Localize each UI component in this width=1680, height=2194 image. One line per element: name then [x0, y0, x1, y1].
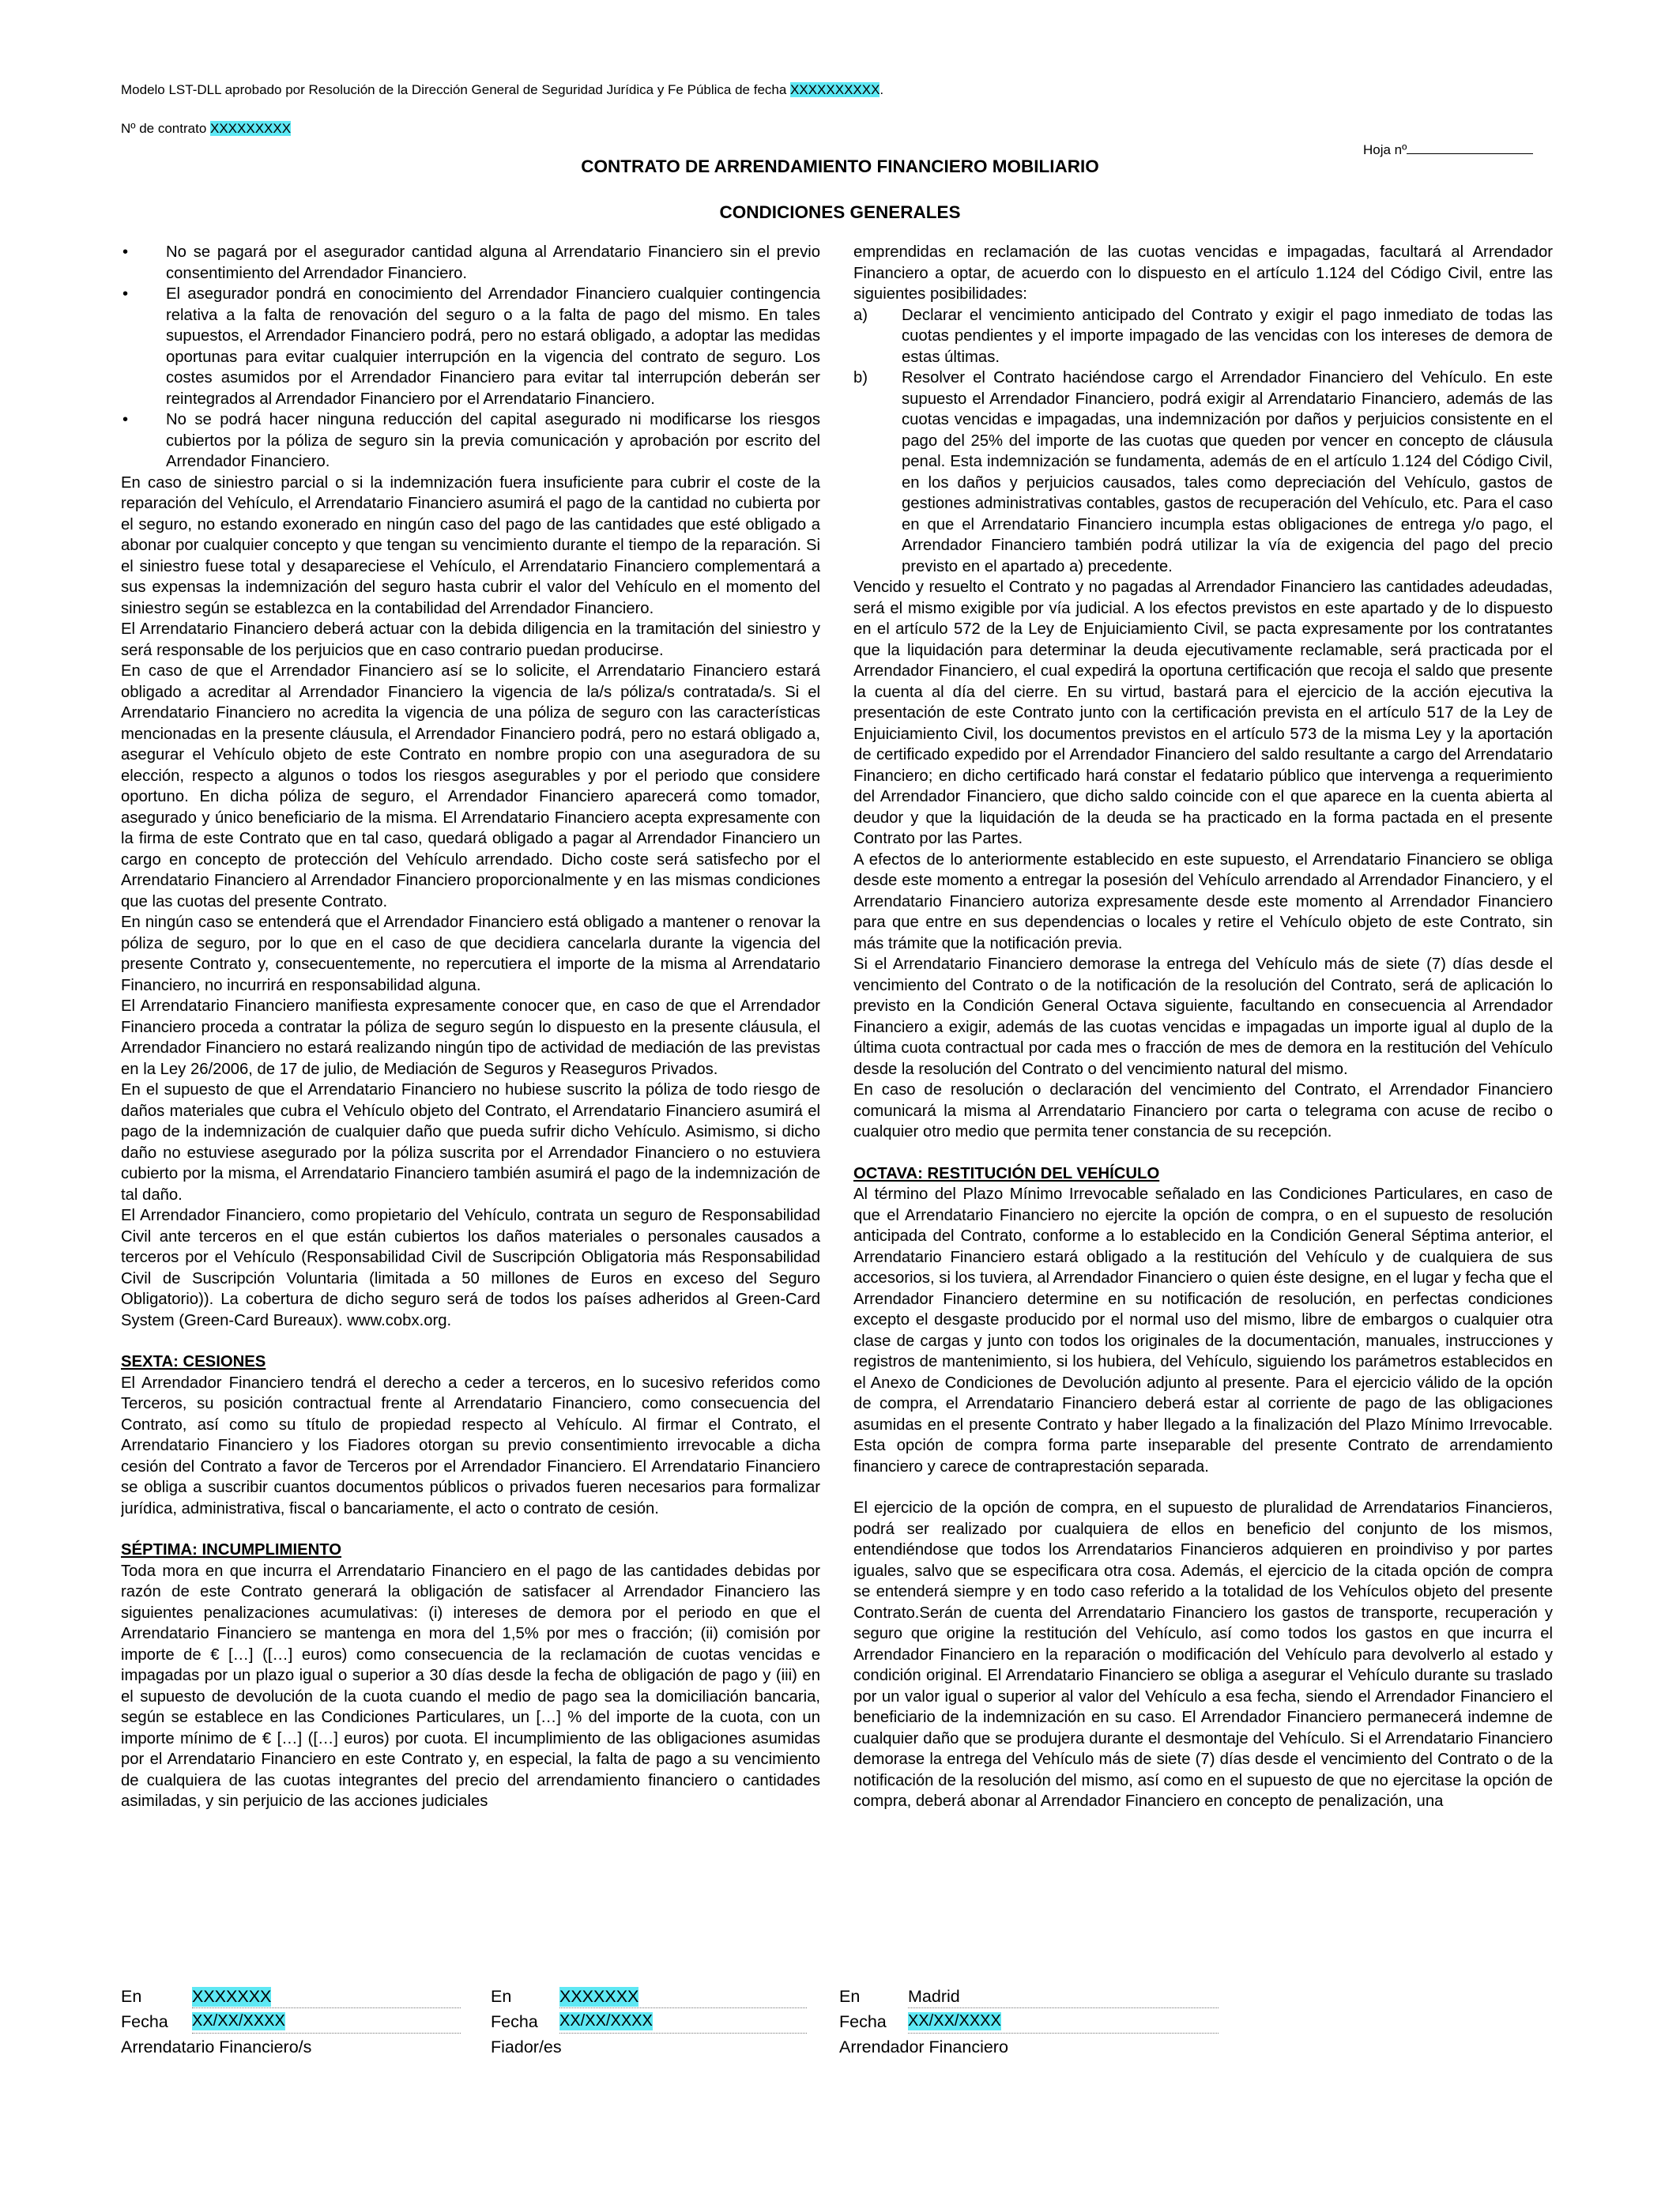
- contract-number-label: Nº de contrato: [121, 121, 210, 136]
- bullet-item: • No se podrá hacer ninguna reducción del capital asegurado ni modificarse los riesgos cubiertos por la póliza de seguro sin la previa comunicación y aprobación por escrito del Arrendador Financiero.: [121, 409, 820, 473]
- date-label: Fecha: [491, 2012, 538, 2031]
- paragraph: En caso de siniestro parcial o si la indemnización fuera insuficiente para cubrir el coste de la reparación del Vehículo, el Arrendatario Financiero asumirá el pago de la cantidad no cubierta por el seguro, no estando exonerado en ningún caso del pago de las cantidades que esté obligado a abonar por cualquier concepto y que tengan su vencimiento durante el tiempo de la reparación. Si el siniestro fuese total y desapareciese el Vehículo, el Arrendatario Financiero complementará a sus expensas la indemnización del seguro hasta cubrir el valor del Vehículo en el momento del siniestro según se establezca en la contabilidad del Arrendador Financiero.: [121, 473, 820, 617]
- paragraph: En caso de resolución o declaración del vencimiento del Contrato, el Arrendador Financiero comunicará la misma al Arrendatario Financiero por carta o telegrama con acuse de recibo o cualquier otro medio que permita tener constancia de su recepción.: [853, 1081, 1553, 1140]
- model-approval-text: Modelo LST-DLL aprobado por Resolución de la Dirección General de Seguridad Jurídica y Fe Pública de fecha: [121, 82, 791, 97]
- contract-number: [121, 121, 291, 137]
- place-value: XXXXXXX: [192, 1987, 272, 2006]
- place-value: Madrid: [908, 1987, 960, 2006]
- section-sixth-heading: SEXTA: CESIONES: [121, 1353, 266, 1370]
- date-value: XX/XX/XXXX: [908, 2012, 1001, 2030]
- sheet-number: [1363, 141, 1533, 158]
- option-item: [853, 368, 1553, 577]
- place-row: [121, 1987, 141, 2007]
- date-line: [192, 2033, 461, 2034]
- date-label: Fecha: [839, 2012, 887, 2031]
- paragraph: En el supuesto de que el Arrendatario Financiero no hubiese suscrito la póliza de todo riesgo de daños materiales que cubra el Vehículo objeto del Contrato, el Arrendatario Financiero asumirá el pago de la indemnización de cualquier daño que pueda sufrir dicho Vehículo. Asimismo, si dicho daño no estuviese asegurado por la póliza suscrita por el Arrendador Financiero o no estuviera cubierto por la misma, el Arrendatario Financiero también asumirá el pago de la indemnización de tal daño.: [121, 1081, 820, 1204]
- option-text: Declarar el vencimiento anticipado del Contrato y exigir el pago inmediato de todas las cuotas pendientes y el importe impagado de las vencidas con los intereses de demora de estas últimas.: [902, 306, 1553, 366]
- spacer: [121, 1331, 820, 1351]
- signature-block-lessee: [121, 1987, 461, 2074]
- place-line: [908, 2007, 1219, 2008]
- left-column: [121, 242, 820, 1941]
- paragraph: emprendidas en reclamación de las cuotas vencidas e impagadas, facultará al Arrendador Financiero a optar, de acuerdo con lo dispuesto en el artículo 1.124 del Código Civil, entre las siguientes posibilidades:: [853, 243, 1553, 303]
- place-label: En: [121, 1987, 142, 2006]
- paragraph: El Arrendatario Financiero manifiesta expresamente conocer que, en caso de que el Arrendador Financiero proceda a contratar la póliza de seguro según lo dispuesto en la presente cláusula, el Arrendador Financiero no estará realizando ningún tipo de actividad de mediación de las previstas en la Ley 26/2006, de 17 de julio, de Mediación de Seguros y Reaseguros Privados.: [121, 997, 820, 1078]
- section-eighth-text: Al término del Plazo Mínimo Irrevocable señalado en las Condiciones Particulares, en caso de que el Arrendatario Financiero no ejercite la opción de compra, o en el supuesto de resolución anticipada del Contrato, conforme a lo establecido en la Condición General Séptima anterior, el Arrendatario Financiero estará obligado a la restitución del Vehículo y de cualquiera de sus accesorios, si los tuviera, al Arrendador Financiero o quien éste designe, en el lugar y fecha que el Arrendador Financiero determine en su notificación de resolución, en perfectas condiciones excepto el desgaste producido por el normal uso del mismo, libre de embargos o cualquier otra clase de cargas y junto con todos los originales de la documentación, manuales, instrucciones y registros de mantenimiento, si los hubiera, del Vehículo, siguiendo los parámetros establecidos en el Anexo de Condiciones de Devolución adjunto al presente. Para el ejercicio válido de la opción de compra, el Arrendatario Financiero deberá estar al corriente de pago de las obligaciones asumidas en el presente Contrato y haber llegado a la finalización del Plazo Mínimo Irrevocable. Esta opción de compra forma parte inseparable del presente Contrato de arrendamiento financiero y carece de contraprestación separada.: [853, 1186, 1553, 1476]
- date-line: [559, 2033, 807, 2034]
- spacer: [121, 1519, 820, 1540]
- place-row: [839, 1987, 860, 2007]
- section-seventh-heading: SÉPTIMA: INCUMPLIMIENTO: [121, 1541, 342, 1559]
- paragraph: El Arrendatario Financiero deberá actuar con la debida diligencia en la tramitación del siniestro y será responsable de los perjuicios que en caso contrario puedan producirse.: [121, 620, 820, 659]
- option-item: [853, 305, 1553, 368]
- paragraph: Vencido y resuelto el Contrato y no pagadas al Arrendador Financiero las cantidades adeudadas, será el mismo exigible por vía judicial. A los efectos previstos en este apartado y de lo dispuesto en el artículo 572 de la Ley de Enjuiciamiento Civil, se pacta expresamente por los contratantes que la liquidación para determinar la deuda ejecutivamente reclamable, será practicada por el Arrendador Financiero, el cual expedirá la oportuna certificación que recoja el saldo que presente la cuenta al día del cierre. En su virtud, bastará para el ejercicio de la acción ejecutiva la presentación de este Contrato junto con la certificación prevista en el artículo 517 de la Ley de Enjuiciamiento Civil, los documentos previstos en el artículo 573 de la misma Ley y la aportación de certificado expedido por el Arrendador Financiero del saldo resultante a cargo del Arrendatario Financiero; en dicho certificado hará constar el fedatario público que intervenga a requerimiento del Arrendador Financiero, que dicho saldo coincide con el que aparece en la cuenta abierta al deudor y que la liquidación de la deuda se ha practicado en la forma pactada en el presente Contrato por las Partes.: [853, 579, 1553, 847]
- place-label: En: [491, 1987, 512, 2006]
- model-approval-end: .: [880, 82, 884, 97]
- paragraph: En caso de que el Arrendador Financiero así se lo solicite, el Arrendatario Financiero estará obligado a acreditar al Arrendador Financiero la vigencia de la/s póliza/s contratada/s. Si el Arrendatario Financiero no acredita la vigencia de una póliza de seguro con las características mencionadas en la presente cláusula, el Arrendador Financiero podrá, pero no estará obligado a, asegurar el Vehículo objeto de este Contrato en nombre propio con una aseguradora de su elección, respecto a algunos o todos los riesgos asegurables y por el periodo que considere oportuno. En dicha póliza de seguro, el Arrendador Financiero aparecerá como tomador, asegurado y único beneficiario de la misma. El Arrendatario Financiero acepta expresamente con la firma de este Contrato que en tal caso, quedará obligado a pagar al Arrendador Financiero un cargo en concepto de protección del Vehículo arrendado. Dicho coste será satisfecho por el Arrendatario Financiero al Arrendador Financiero proporcionalmente y en las mismas condiciones que las cuotas del presente Contrato.: [121, 662, 820, 910]
- date-row: [121, 2012, 168, 2032]
- option-text: Resolver el Contrato haciéndose cargo el Arrendador Financiero del Vehículo. En este supuesto el Arrendador Financiero, podrá exigir al Arrendatario Financiero, además de las cuotas vencidas e impagadas, una indemnización por daños y perjuicios consistente en el pago del 25% del importe de las cuotas que queden por vencer en concepto de cláusula penal. Esta indemnización se fundamenta, además de en el artículo 1.124 del Código Civil, en los daños y perjuicios causados, tales como depreciación del Vehículo, gastos de gestiones administrativas contables, gastos de recuperación del Vehículo, etc. Para el caso en que el Arrendatario Financiero incumpla estas obligaciones de entrega y/o pago, el Arrendador Financiero también podrá utilizar la vía de exigencia del pago del precio previsto en el apartado a) precedente.: [902, 369, 1553, 575]
- paragraph: El Arrendador Financiero, como propietario del Vehículo, contrata un seguro de Responsabilidad Civil ante terceros en el que están cubiertos los daños materiales o personales causados a terceros por el Vehículo (Responsabilidad Civil de Suscripción Obligatoria más Responsabilidad Civil de Suscripción Voluntaria (limitada a 50 millones de Euros en exceso del Seguro Obligatorio)). La cobertura de dicho seguro será de todos los países adheridos al Green-Card System (Green-Card Bureaux). www.cobx.org.: [121, 1207, 820, 1329]
- date-value: XX/XX/XXXX: [559, 2012, 653, 2030]
- place-line: [559, 2007, 807, 2008]
- paragraph: En ningún caso se entenderá que el Arrendador Financiero está obligado a mantener o renovar la póliza de seguro, por lo que en el caso de que decidiera cancelarla durante la vigencia del presente Contrato y, consecuentemente, no repercutiera el importe de la misma al Arrendatario Financiero, no incurrirá en responsabilidad alguna.: [121, 914, 820, 994]
- place-row: [491, 1987, 511, 2007]
- insurance-bullets: [121, 242, 820, 473]
- place-value: XXXXXXX: [559, 1987, 639, 2006]
- right-column: [853, 242, 1553, 1941]
- place-line: [192, 2007, 461, 2008]
- section-sixth-text: El Arrendador Financiero tendrá el derecho a ceder a terceros, en lo sucesivo referidos como Terceros, su posición contractual frente al Arrendatario Financiero, como consecuencia del Contrato, así como su título de propiedad respecto al Vehículo. Al firmar el Contrato, el Arrendatario Financiero y los Fiadores otorgan su previo consentimiento irrevocable a dicha cesión del Contrato a favor de Terceros por el Arrendador Financiero. El Arrendatario Financiero se obliga a suscribir cuantos documentos públicos o privados fueren necesarios para formalizar jurídica, administrativa, fiscal o bancariamente, el acto o contrato de cesión.: [121, 1374, 820, 1517]
- remedy-options: [853, 305, 1553, 578]
- paragraph: A efectos de lo anteriormente establecido en este supuesto, el Arrendatario Financiero se obliga desde este momento a entregar la posesión del Vehículo arrendado al Arrendador Financiero, y el Arrendatario Financiero autoriza expresamente desde este momento al Arrendador Financiero para que entre en sus dependencias o locales y retire el Vehículo objeto de este Contrato, sin más trámite que la notificación previa.: [853, 850, 1553, 952]
- section-seventh-text: Toda mora en que incurra el Arrendatario Financiero en el pago de las cantidades debidas por razón de este Contrato generará la obligación de satisfacer al Arrendador Financiero las siguientes penalizaciones acumulativas: (i) intereses de demora por el periodo en que el Arrendatario Financiero se mantenga en mora del 1,5% por mes o fracción; (ii) comisión por importe de € […] ([…] euros) como consecuencia de la reclamación de cuotas vencidas e impagadas por un plazo igual o superior a 30 días desde la fecha de obligación de pago y (iii) en el supuesto de devolución de la cuota cuando el medio de pago sea la domiciliación bancaria, según se establece en las Condiciones Particulares, un […] % del importe de la cuota, con un importe mínimo de € […] ([…] euros) por cuota. El incumplimiento de las obligaciones asumidas por el Arrendatario Financiero en este Contrato y, en especial, la falta de pago a su vencimiento de cualquiera de las cuotas integrantes del precio del arrendamiento financiero o cantidades asimiladas, y sin perjuicio de las acciones judiciales: [121, 1562, 820, 1810]
- sheet-number-line: [1407, 141, 1533, 154]
- option-marker: b): [853, 369, 868, 386]
- section-eighth-heading: OCTAVA: RESTITUCIÓN DEL VEHÍCULO: [853, 1164, 1160, 1182]
- model-date-placeholder: XXXXXXXXXX: [790, 82, 880, 97]
- date-row: [491, 2012, 538, 2032]
- signer-role: Fiador/es: [491, 2038, 562, 2056]
- contract-number-placeholder: XXXXXXXXX: [210, 121, 292, 136]
- document-title: CONTRATO DE ARRENDAMIENTO FINANCIERO MOBILIARIO: [581, 156, 1099, 176]
- spacer: [853, 1477, 1553, 1498]
- sheet-number-label: Hoja nº: [1363, 142, 1407, 157]
- spacer: [853, 1143, 1553, 1163]
- option-marker: a): [853, 306, 868, 324]
- date-line: [908, 2033, 1219, 2034]
- place-label: En: [839, 1987, 861, 2006]
- model-approval-note: [121, 82, 883, 98]
- bullet-item: • No se pagará por el asegurador cantidad alguna al Arrendatario Financiero sin el previo consentimiento del Arrendador Financiero.: [121, 242, 820, 284]
- signature-block-lessor: [839, 1987, 1219, 2074]
- bullet-item: • El asegurador pondrá en conocimiento del Arrendador Financiero cualquier contingencia relativa a la falta de renovación del seguro o a la falta de pago del mismo. En tales supuestos, el Arrendador Financiero podrá, pero no estará obligado, a adoptar las medidas oportunas para evitar cualquier interrupción en la vigencia del contrato de seguro. Los costes asumidos por el Arrendador Financiero para evitar tal interrupción deberán ser reintegrados al Arrendador Financiero por el Arrendatario Financiero.: [121, 284, 820, 409]
- signer-role: Arrendatario Financiero/s: [121, 2038, 312, 2056]
- signature-block-guarantor: [491, 1987, 807, 2074]
- paragraph: Si el Arrendatario Financiero demorase la entrega del Vehículo más de siete (7) días desde el vencimiento del Contrato o de la notificación de la resolución del Contrato, será de aplicación lo previsto en la Condición General Octava siguiente, facultando en consecuencia al Arrendador Financiero a exigir, además de las cuotas vencidas e impagadas un importe igual al duplo de la última cuota contractual por cada mes o fracción de mes de demora en la restitución del Vehículo desde la resolución del Contrato o del vencimiento natural del mismo.: [853, 956, 1553, 1078]
- signer-role: Arrendador Financiero: [839, 2038, 1008, 2056]
- section-eighth-text-continued: El ejercicio de la opción de compra, en el supuesto de pluralidad de Arrendatarios Financieros, podrá ser realizado por cualquiera de ellos en beneficio del conjunto de los mismos, entendiéndose que todos los Arrendatarios Financieros adquieren en proindiviso y por partes iguales, salvo que se especificara otra cosa. Además, el ejercicio de la citada opción de compra se entenderá siempre y en todo caso referido a la totalidad de los Vehículos objeto del presente Contrato.Serán de cuenta del Arrendatario Financiero los gastos de transporte, recuperación y seguro que origine la restitución del Vehículo, así como todos los gastos en que incurra el Arrendador Financiero en la reparación o modificación del Vehículo para devolverlo al estado y condición original. El Arrendatario Financiero se obliga a asegurar el Vehículo durante su traslado por un valor igual o superior al valor del Vehículo a esa fecha, siendo el Arrendador Financiero el beneficiario de la indemnización en su caso. El Arrendador Financiero permanecerá indemne de cualquier daño que se produjera durante el desmontaje del Vehículo. Si el Arrendatario Financiero demorase la entrega del Vehículo más de siete (7) días desde el vencimiento del Contrato o de la notificación de la resolución del mismo, así como en el supuesto de que no ejercitase la opción de compra, deberá abonar al Arrendador Financiero en concepto de penalización, una: [853, 1499, 1553, 1810]
- date-label: Fecha: [121, 2012, 168, 2031]
- document-subtitle: CONDICIONES GENERALES: [719, 202, 961, 222]
- date-value: XX/XX/XXXX: [192, 2012, 285, 2030]
- date-row: [839, 2012, 887, 2032]
